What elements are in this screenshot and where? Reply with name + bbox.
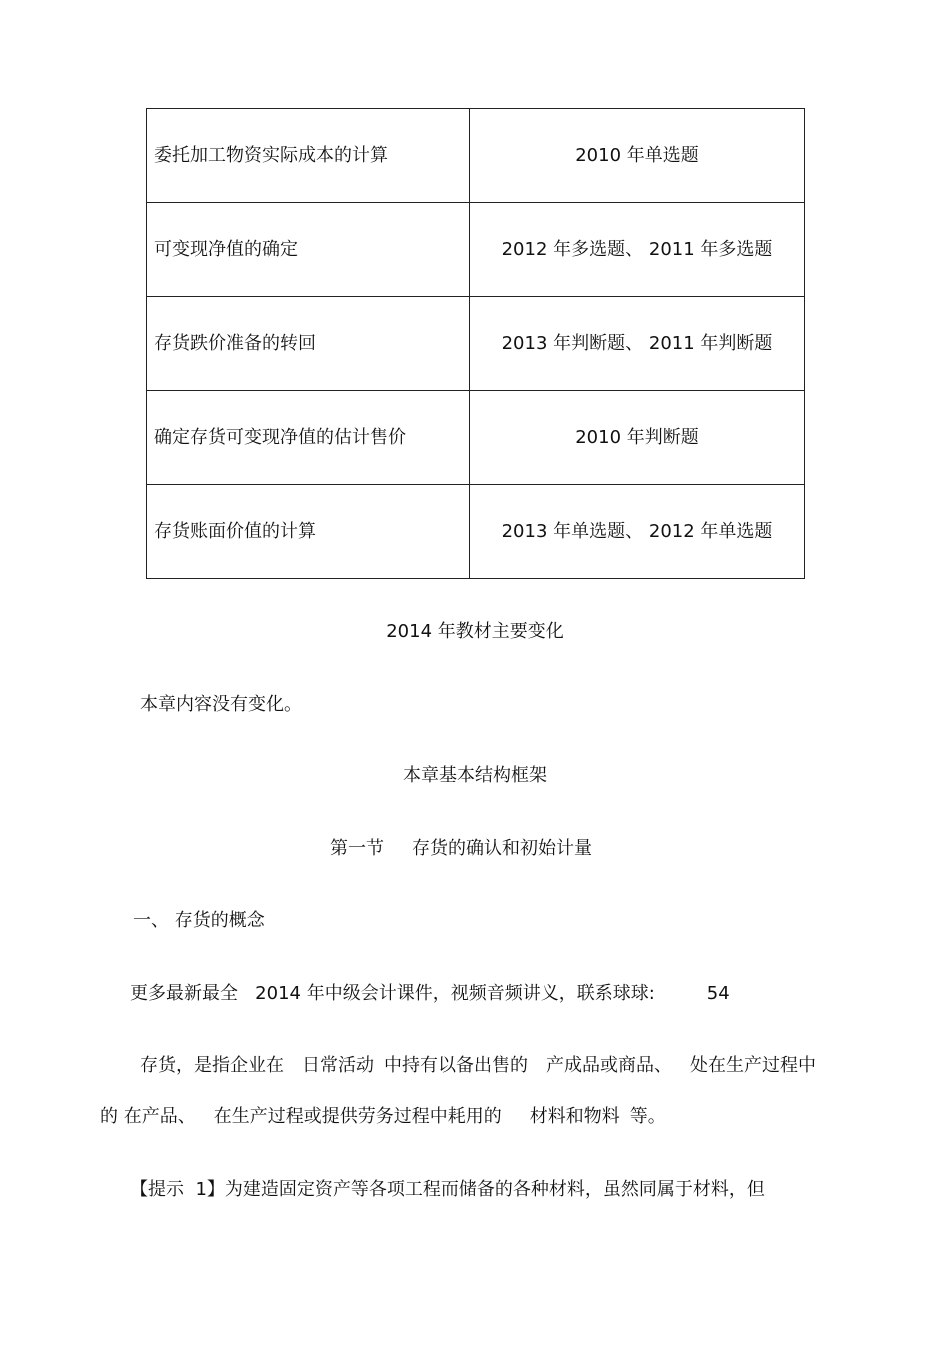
topic-cell: 存货账面价值的计算	[147, 485, 470, 579]
definition-text: 存货，是指企业在	[140, 1055, 284, 1076]
definition-text: 中持有以备出售的	[384, 1055, 528, 1076]
exam-years-cell: 2010 年判断题	[470, 391, 805, 485]
definition-text: 产成品或商品、	[546, 1055, 672, 1076]
promo-line	[130, 985, 730, 1003]
definition-text: 日常活动	[302, 1055, 374, 1076]
definition-line-1	[140, 1057, 816, 1075]
section-heading	[330, 840, 592, 858]
tip-paragraph	[130, 1181, 765, 1199]
table-row	[147, 109, 805, 203]
exam-years-cell: 2012 年多选题、 2011 年多选题	[470, 203, 805, 297]
definition-line-2	[100, 1108, 666, 1126]
subsection-heading: 一、 存货的概念	[133, 910, 265, 931]
exam-years-cell: 2013 年判断题、 2011 年判断题	[470, 297, 805, 391]
table-row	[147, 297, 805, 391]
exam-years-cell: 2010 年单选题	[470, 109, 805, 203]
exam-history-table	[146, 108, 805, 579]
topic-cell: 确定存货可变现净值的估计售价	[147, 391, 470, 485]
definition-text: 材料和物料	[529, 1106, 620, 1127]
definition-text: 处在生产过程中	[690, 1055, 816, 1076]
exam-years-cell: 2013 年单选题、 2012 年单选题	[470, 485, 805, 579]
promo-text: 更多最新最全 2014 年中级会计课件，视频音频讲义，联系球球:	[130, 983, 655, 1004]
promo-number: 54	[706, 983, 730, 1004]
table-row	[147, 485, 805, 579]
section-number: 第一节	[330, 838, 384, 859]
section-title: 存货的确认和初始计量	[412, 838, 592, 859]
definition-text: 的 在产品、	[100, 1106, 196, 1127]
definition-text: 在生产过程或提供劳务过程中耗用的	[213, 1106, 502, 1127]
changes-text: 本章内容没有变化。	[140, 694, 302, 715]
table-row	[147, 203, 805, 297]
changes-heading: 2014 年教材主要变化	[386, 621, 564, 642]
structure-heading: 本章基本结构框架	[403, 765, 547, 786]
topic-cell: 存货跌价准备的转回	[147, 297, 470, 391]
tip-text: 为建造固定资产等各项工程而储备的各种材料，虽然同属于材料，但	[224, 1179, 765, 1200]
tip-label: 【提示 1】	[130, 1179, 225, 1200]
table-row	[147, 391, 805, 485]
topic-cell: 可变现净值的确定	[147, 203, 470, 297]
topic-cell: 委托加工物资实际成本的计算	[147, 109, 470, 203]
definition-text: 等。	[629, 1106, 666, 1127]
